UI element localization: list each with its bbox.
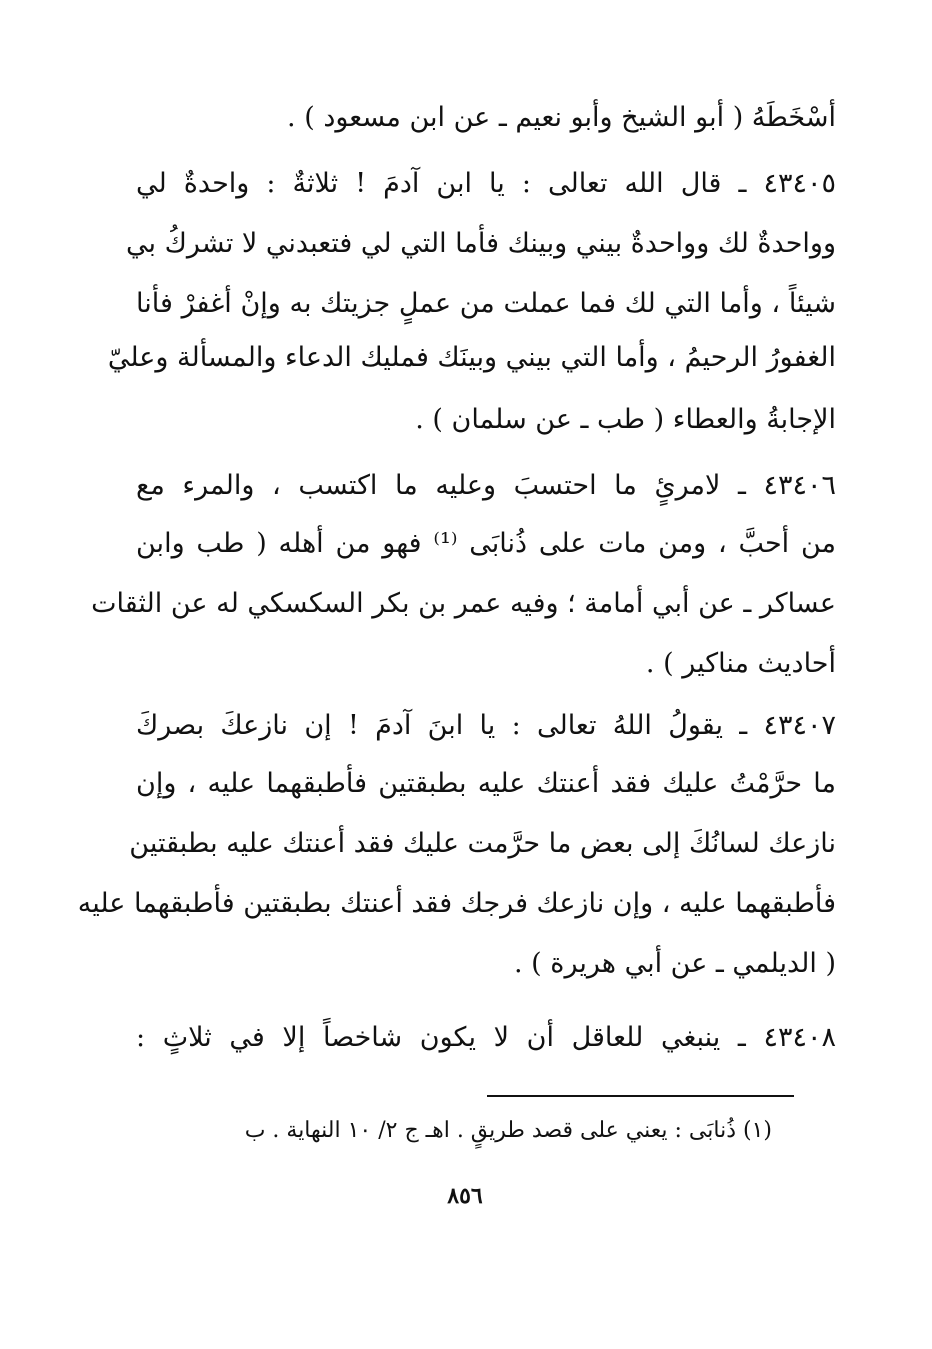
text-line: ( الديلمي ـ عن أبي هريرة ) .	[514, 948, 836, 979]
text-line: أحاديث مناكير ) .	[645, 648, 836, 679]
text-line: من أحبَّ ، ومن مات على ذُنابَى ⁽¹⁾ فهو من أهله ( طب وابن	[136, 528, 836, 559]
text-line: الإجابةُ والعطاء ( طب ـ عن سلمان ) .	[415, 404, 836, 435]
text-line: شيئاً ، وأما التي لك فما عملت من عملٍ جزيتك به وإنْ أغفرْ فأنا	[136, 288, 836, 319]
text-line: فأطبقهما عليه ، وإن نازعك فرجك فقد أعنتك بطبقتين فأطبقهما عليه	[77, 888, 836, 919]
text-line: الغفورُ الرحيمُ ، وأما التي بيني وبينَك فمليك الدعاء والمسألة وعليّ	[107, 342, 836, 373]
text-line: وواحدةٌ لك وواحدةٌ بيني وبينك فأما التي لي فتعبدني لا تشركُ بي	[125, 228, 836, 259]
text-line: نازعك لسانُكَ إلى بعض ما حرَّمت عليك فقد أعنتك عليه بطبقتين	[129, 828, 836, 859]
text-line: ما حرَّمْتُ عليك فقد أعنتك عليه بطبقتين فأطبقهما عليه ، وإن	[136, 768, 836, 799]
page-number: ٨٥٦	[447, 1183, 483, 1209]
text-line: ٤٣٤٠٧ ـ يقولُ اللهُ تعالى : يا ابنَ آدمَ ! إن نازعكَ بصركَ	[136, 710, 836, 741]
text-line: أسْخَطَهُ ( أبو الشيخ وأبو نعيم ـ عن ابن مسعود ) .	[287, 102, 836, 133]
text-line: ٤٣٤٠٦ ـ لامرئٍ ما احتسبَ وعليه ما اكتسب ، والمرء مع	[136, 470, 836, 501]
footnote: (١) ذُنابَى : يعني على قصد طريقٍ . اهـ ج ٢/ ١٠ النهاية . ب	[244, 1118, 772, 1143]
text-line: ٤٣٤٠٨ ـ ينبغي للعاقل أن لا يكون شاخصاً إلا في ثلاثٍ :	[136, 1022, 836, 1053]
text-line: ٤٣٤٠٥ ـ قال الله تعالى : يا ابن آدمَ ! ثلاثةٌ : واحدةٌ لي	[136, 168, 836, 199]
text-line: عساكر ـ عن أبي أمامة ؛ وفيه عمر بن بكر السكسكي له عن الثقات	[91, 588, 836, 619]
footnote-divider	[487, 1095, 794, 1097]
